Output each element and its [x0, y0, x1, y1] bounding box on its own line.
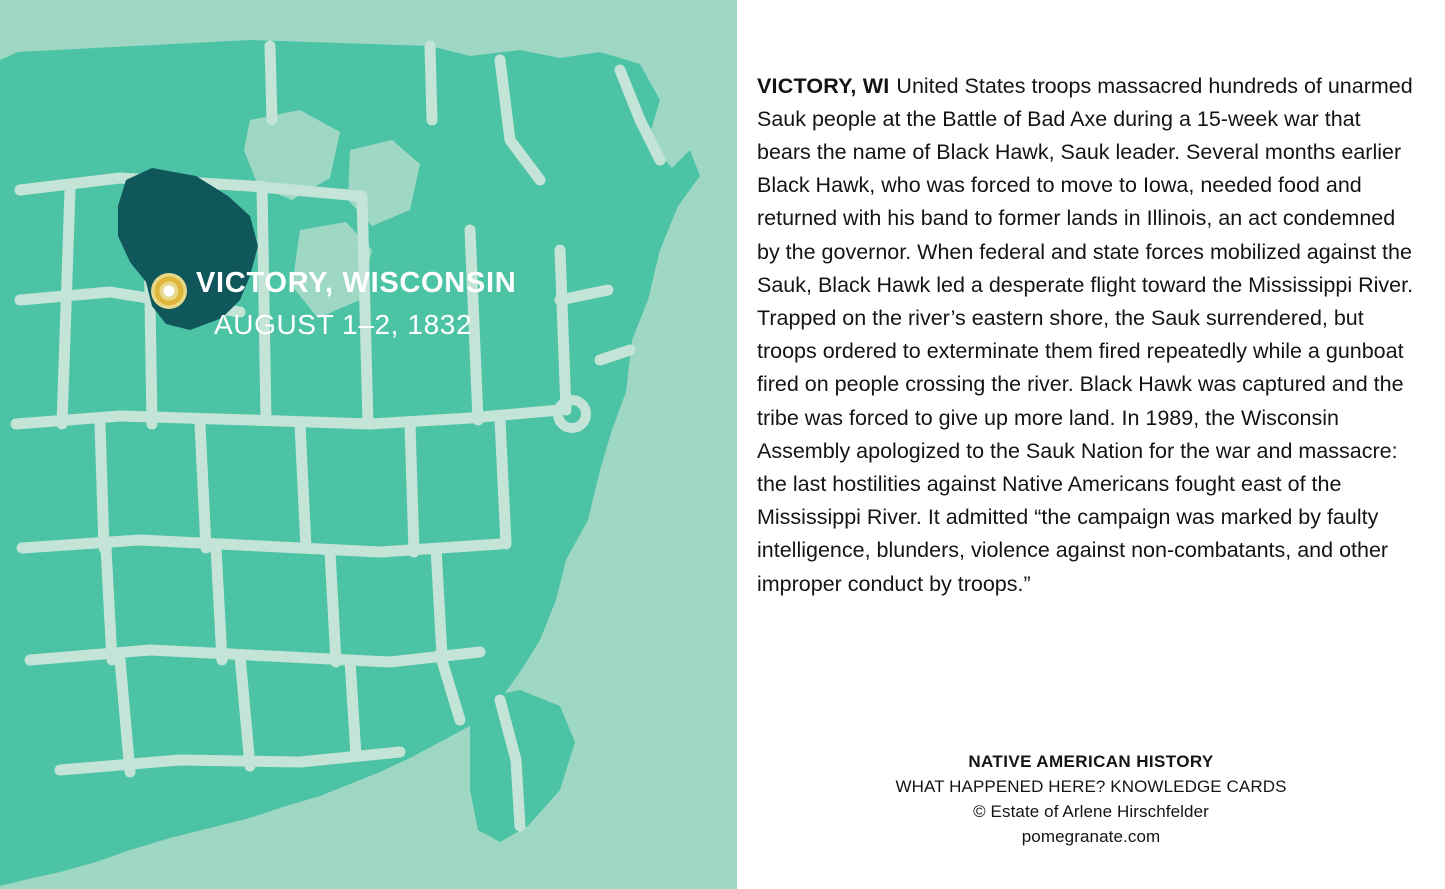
credits-block [737, 750, 1445, 849]
credit-series: NATIVE AMERICAN HISTORY [968, 752, 1214, 771]
place-name: VICTORY, WISCONSIN [196, 267, 517, 299]
credit-website[interactable]: pomegranate.com [1021, 827, 1161, 846]
article-headword: VICTORY, WI [757, 73, 890, 98]
credit-subtitle: WHAT HAPPENED HERE? KNOWLEDGE CARDS [895, 777, 1287, 796]
location-marker-icon [150, 272, 188, 310]
text-panel [737, 0, 1445, 889]
credit-copyright: © Estate of Arlene Hirschfelder [973, 802, 1209, 821]
article-body: United States troops massacred hundreds of unarmed Sauk people at the Battle of Bad Axe during a 15-week war that bears the name of Black Hawk, Sauk leader. Several months earlier Black Hawk, who was forced to move to Iowa, needed food and returned with his band to former lands in Illinois, an act condemned by the governor. When federal and state forces mobilized against the Sauk, Black Hawk led a desperate flight toward the Mississippi River. Trapped on the river’s eastern shore, the Sauk surrendered, but troops ordered to exterminate them fired repeatedly while a gunboat fired on people crossing the river. Black Hawk was captured and the tribe was forced to give up more land. In 1989, the Wisconsin Assembly apologized to the Sauk Nation for the war and massacre: the last hostilities against Native Americans fought east of the Mississippi River. It admitted “the campaign was marked by faulty intelligence, blunders, violence against non-combatants, and other improper conduct by troops.” [757, 73, 1414, 596]
article-text [757, 70, 1417, 601]
place-date: AUGUST 1–2, 1832 [214, 308, 473, 340]
